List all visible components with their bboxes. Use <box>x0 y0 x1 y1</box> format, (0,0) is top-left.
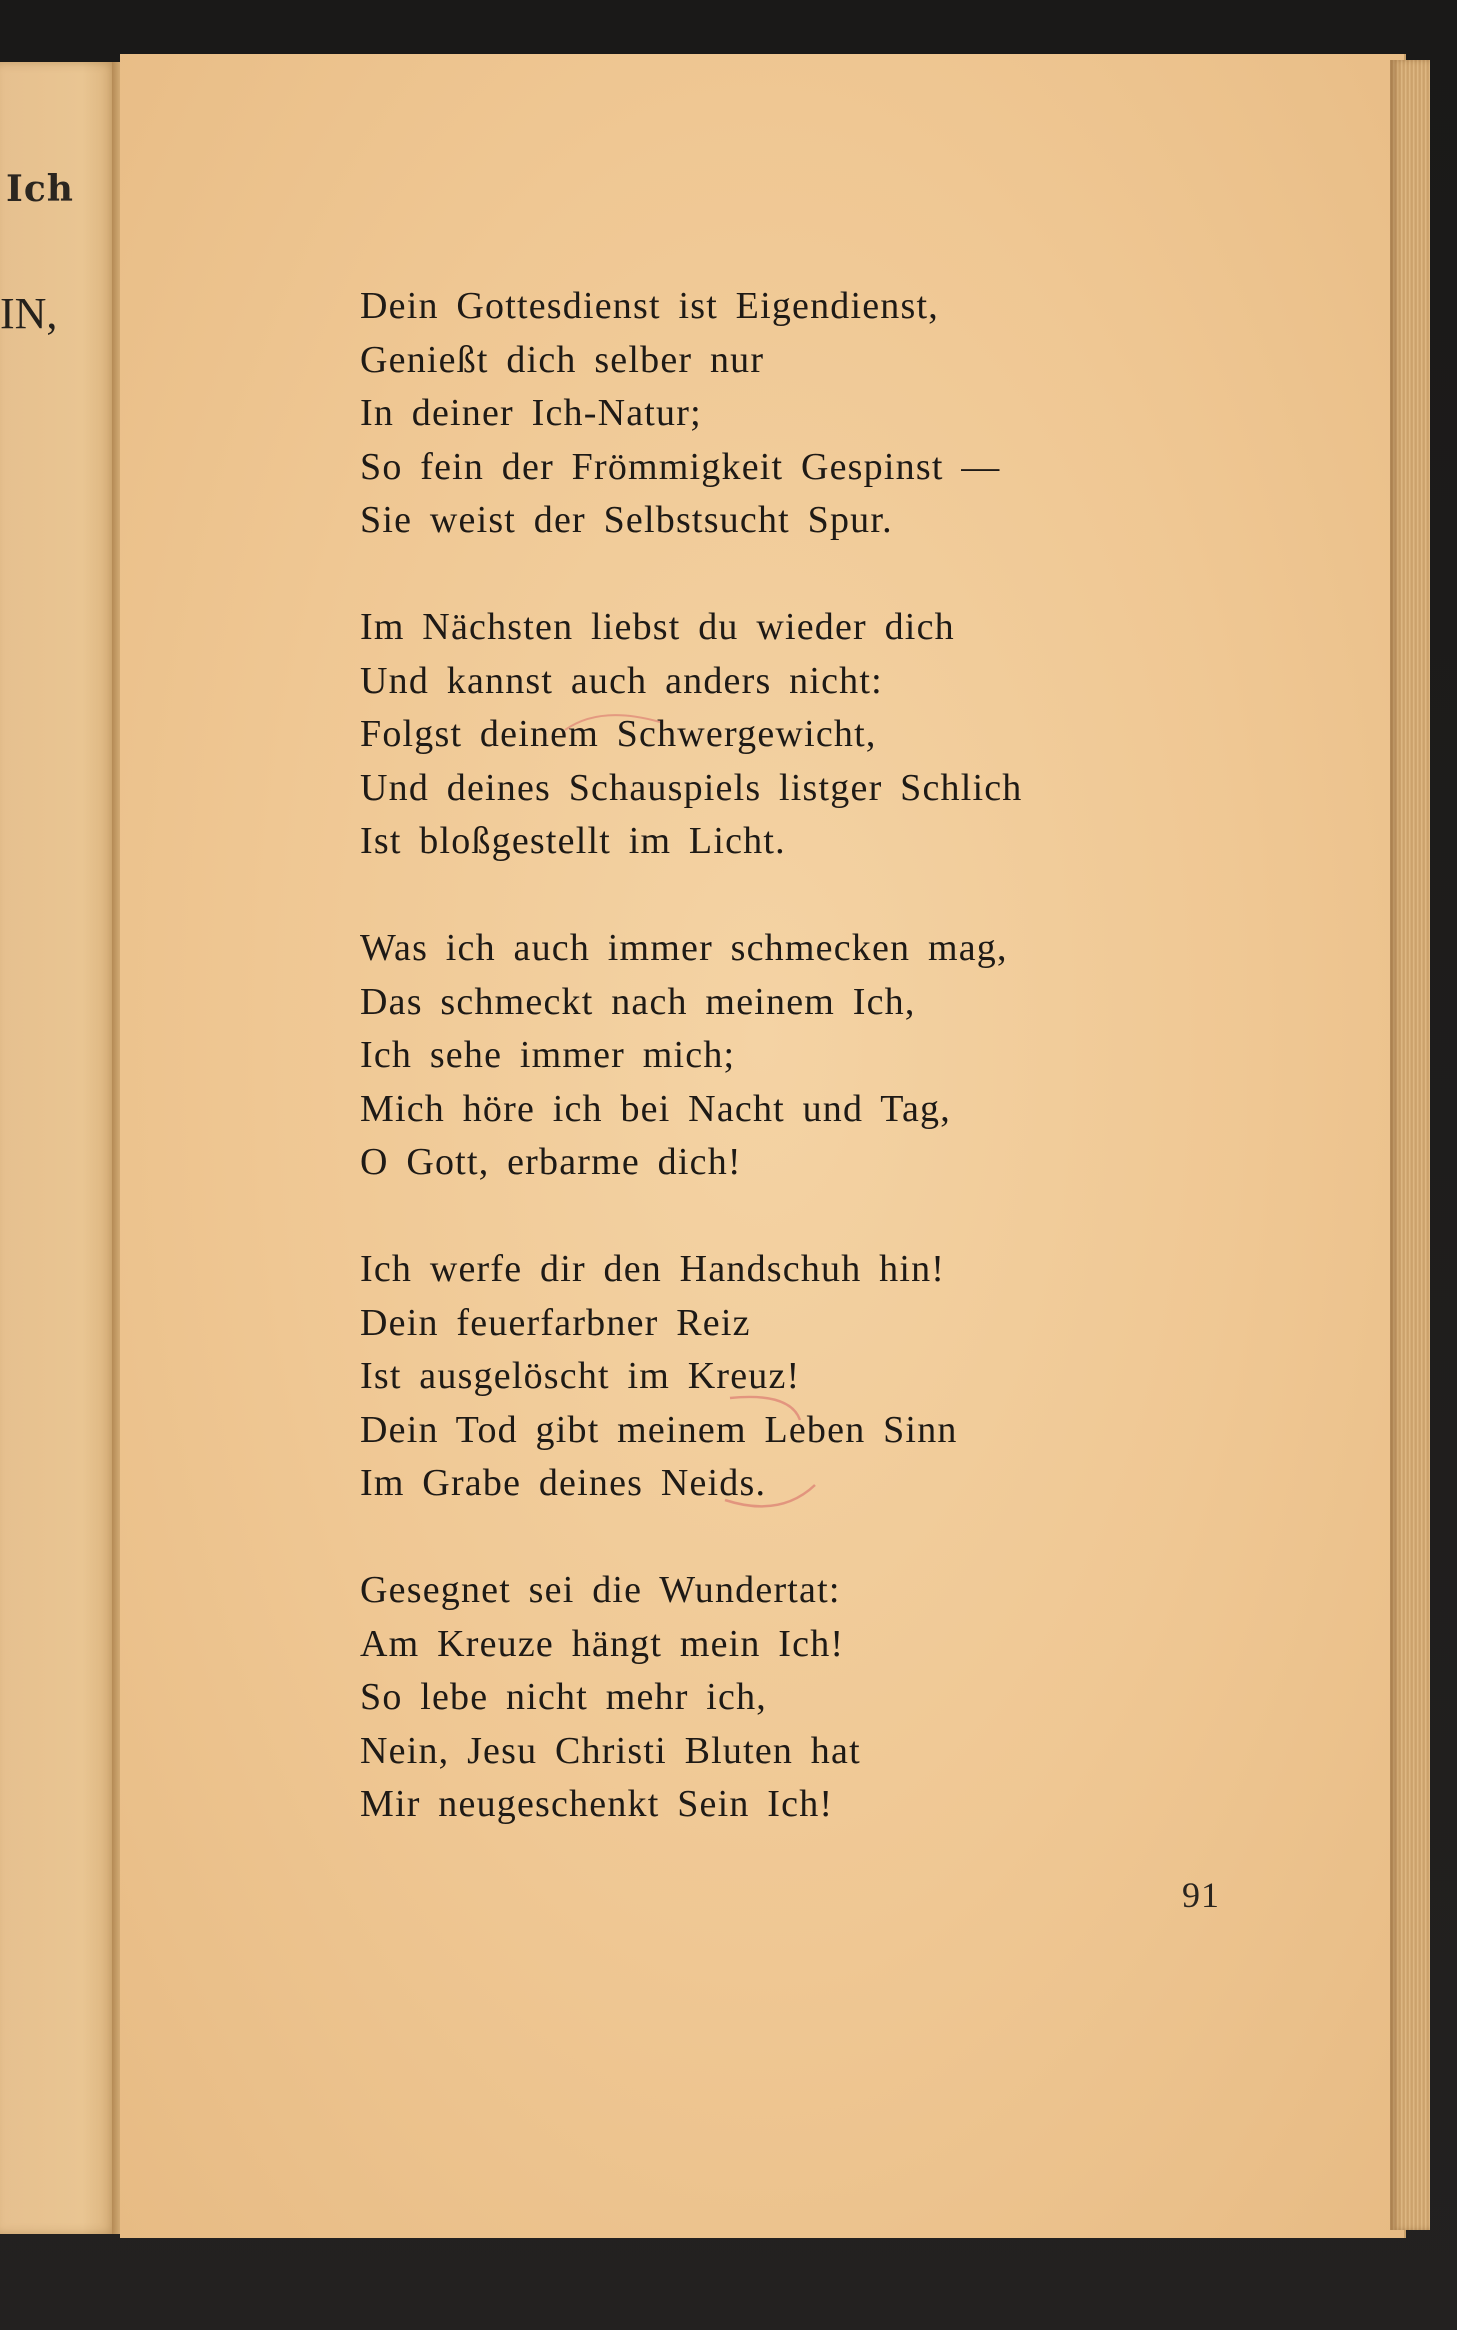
stanza-1 <box>360 280 1140 548</box>
stanza-5 <box>360 1564 1140 1832</box>
page-number: 91 <box>1182 1875 1220 1915</box>
verse-line: Ich sehe immer mich; <box>360 1034 736 1076</box>
verse-line: In deiner Ich-Natur; <box>360 392 702 434</box>
stanza-2 <box>360 601 1140 869</box>
stanza-3 <box>360 922 1140 1190</box>
verse-line: Und deines Schauspiels listger Schlich <box>360 766 1023 809</box>
verse-line: Im Grabe deines Neids. <box>360 1462 767 1504</box>
verse-line: Gesegnet sei die Wundertat: <box>360 1569 841 1611</box>
verse-line: Sie weist der Selbstsucht Spur. <box>360 499 893 541</box>
previous-page-edge <box>0 62 118 2234</box>
verse-line: Folgst deinem Schwergewicht, <box>360 713 877 755</box>
verse-line: Ist ausgelöscht im Kreuz! <box>360 1355 801 1397</box>
verse-line: Dein Gottesdienst ist Eigendienst, <box>360 285 939 327</box>
verse-line: Genießt dich selber nur <box>360 338 765 381</box>
verse-line: Mir neugeschenkt Sein Ich! <box>360 1783 834 1825</box>
verse-line: Im Nächsten liebst du wieder dich <box>360 606 955 648</box>
verse-line: Was ich auch immer schmecken mag, <box>360 927 1008 969</box>
verse-line: Mich höre ich bei Nacht und Tag, <box>360 1087 951 1130</box>
verse-line: Ich werfe dir den Handschuh hin! <box>360 1248 946 1290</box>
previous-page-header: Ich <box>6 168 74 210</box>
verse-line: Das schmeckt nach meinem Ich, <box>360 980 916 1023</box>
verse-line: Dein feuerfarbner Reiz <box>360 1301 751 1344</box>
verse-line: Am Kreuze hängt mein Ich! <box>360 1622 845 1665</box>
verse-line: So fein der Frömmigkeit Gespinst — <box>360 445 1001 488</box>
poem-text <box>360 280 1140 1832</box>
stanza-4 <box>360 1243 1140 1511</box>
verse-line: Dein Tod gibt meinem Leben Sinn <box>360 1408 958 1451</box>
verse-line: So lebe nicht mehr ich, <box>360 1676 768 1718</box>
verse-line: O Gott, erbarme dich! <box>360 1141 742 1183</box>
verse-line: Und kannst auch anders nicht: <box>360 659 883 702</box>
previous-page-text: IN, <box>0 289 58 338</box>
verse-line: Nein, Jesu Christi Bluten hat <box>360 1729 861 1772</box>
page-stack-edge <box>1390 60 1430 2230</box>
verse-line: Ist bloßgestellt im Licht. <box>360 820 786 862</box>
